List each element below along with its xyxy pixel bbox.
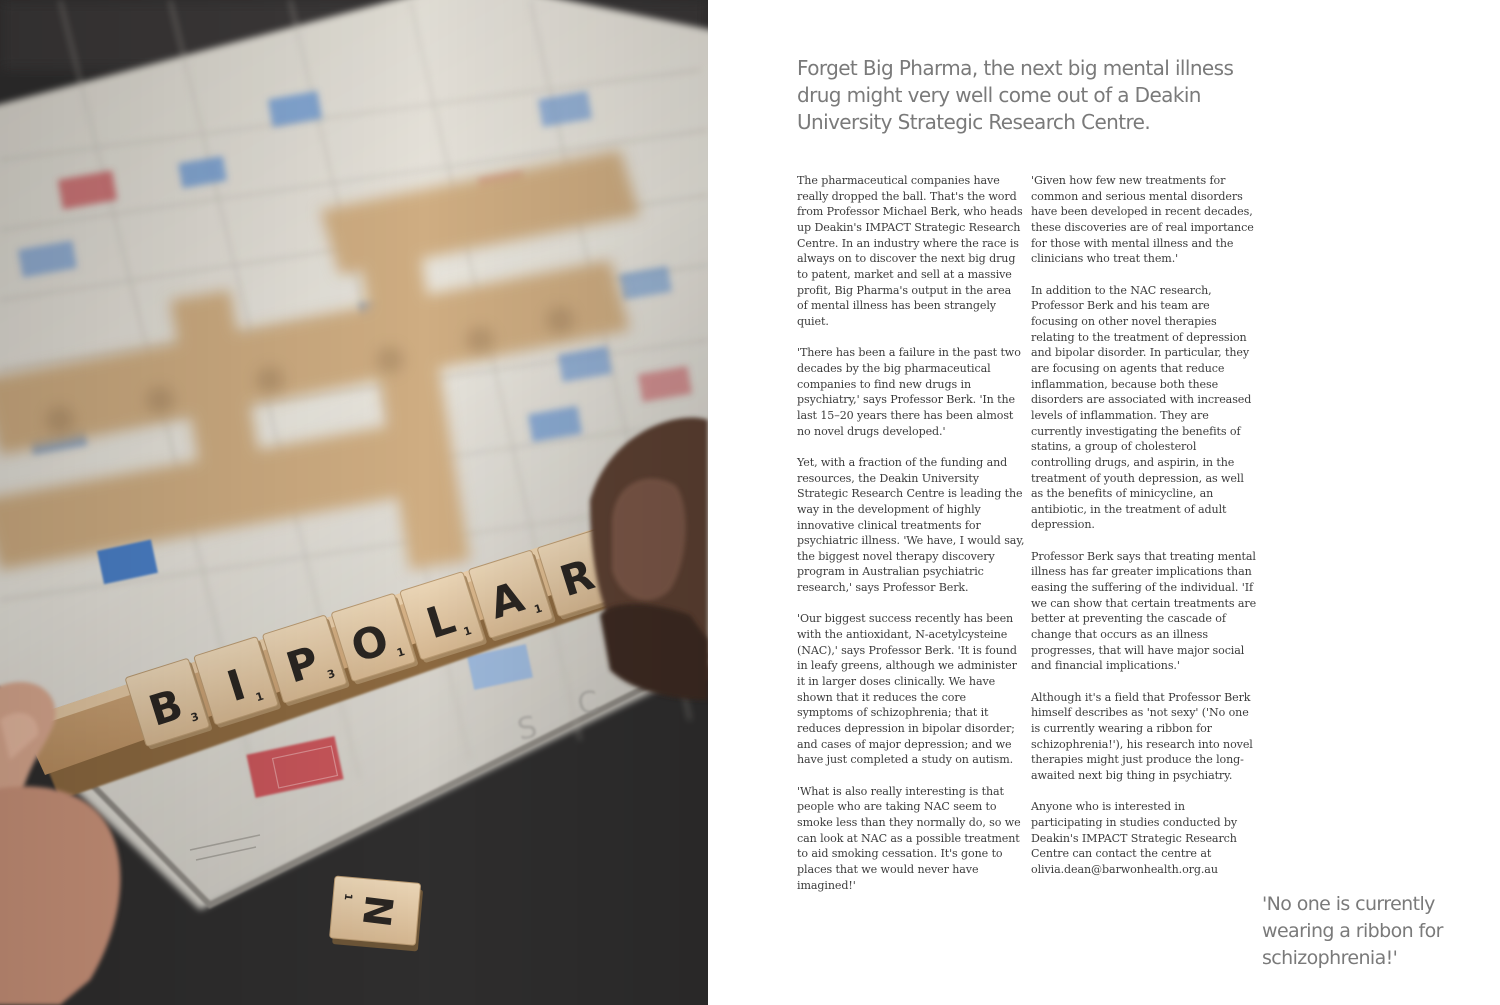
article-paragraph: 'There has been a failure in the past two decades by the big pharmaceutical companies to find new drugs in psychiatry,' says Professor Berk. 'In the last 15–20 years there has been almost no novel drugs developed.' xyxy=(797,346,1021,438)
article-paragraph: Although it's a field that Professor Berk himself describes as 'not sexy' ('No one is currently wearing a ribbon for schizophrenia!'), his research into novel therapies might just produce the long-awaited next big thing in psychiatry. xyxy=(1031,690,1253,783)
article-paragraph: 'Our biggest success recently has been with the antioxidant, N-acetylcysteine (NAC),' says Professor Berk. 'It is found in leafy greens, although we administer it in larger doses clinically. We have shown that it reduces the core symptoms of schizophrenia; that it reduces depression in bipolar disorder; and cases of major depression; and we have just completed a study on autism. xyxy=(797,612,1017,767)
article-paragraph: Professor Berk says that treating mental illness has far greater implications than easing the suffering of the individual. 'If we can show that certain treatments are better at preventing the cascade of change that occurs as an illness progresses, that will have major social and financial implications.' xyxy=(1031,549,1257,673)
article-paragraph: In addition to the NAC research, Professor Berk and his team are focusing on other novel therapies relating to the treatment of depression and bipolar disorder. In particular, they are focusing on agents that reduce inflammation, because both these disorders are associated with increased levels of inflammation. They are currently investigating the benefits of statins, a group of cholesterol controlling drugs, and aspirin, in the treatment of youth depression, as well as the benefits of minicycline, an antibiotic, in the treatment of adult depression. xyxy=(1031,283,1252,532)
article-paragraph: 'What is also really interesting is that people who are taking NAC seem to smoke less than they normally do, so we can look at NAC as a possible treatment to aid smoking cessation. It's gone to places that we would never have imagined!' xyxy=(797,784,1021,892)
scrabble-photo xyxy=(0,0,708,1005)
article-column-left xyxy=(797,173,1025,909)
article-paragraph: Yet, with a fraction of the funding and resources, the Deakin University Strategic Research Centre is leading the way in the development of highly innovative clinical treatments for psychiatric illness. 'We have, I would say, the biggest novel therapy discovery program in Australian psychiatric research,' says Professor Berk. xyxy=(797,455,1025,595)
article-headline: Forget Big Pharma, the next big mental illness drug might very well come out of a Deakin University Strategic Research Centre. xyxy=(797,56,1234,134)
article-column-right xyxy=(1031,173,1259,893)
scrabble-board-illustration xyxy=(0,0,708,1005)
pull-quote: 'No one is currently wearing a ribbon for schizophrenia!' xyxy=(1262,893,1443,969)
article-paragraph: The pharmaceutical companies have really dropped the ball. That's the word from Professor Michael Berk, who heads up Deakin's IMPACT Strategic Research Centre. In an industry where the race is always on to discover the next big drug to patent, market and sell at a massive profit, Big Pharma's output in the area of mental illness has been strangely quiet. xyxy=(797,174,1023,328)
article-paragraph: 'Given how few new treatments for common and serious mental disorders have been developed in recent decades, these discoveries are of real importance for those with mental illness and the clinicians who treat them.' xyxy=(1031,174,1254,266)
article-paragraph: Anyone who is interested in participating in studies conducted by Deakin's IMPACT Strategic Research Centre can contact the centre at olivia.dean@barwonhealth.org.au xyxy=(1031,800,1238,876)
